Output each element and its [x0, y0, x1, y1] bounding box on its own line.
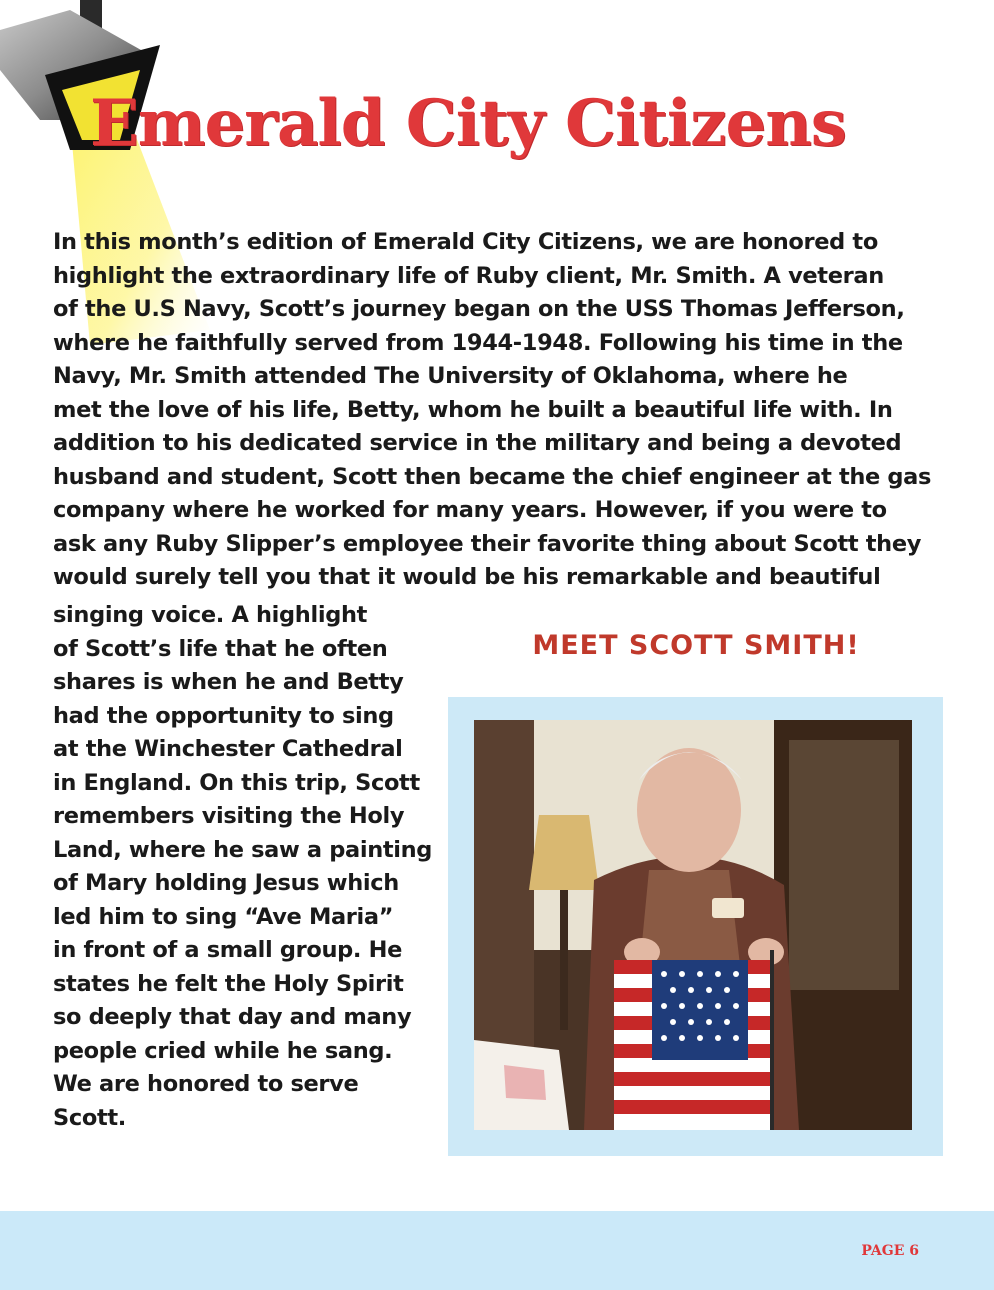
page-title: Emerald City Citizens: [90, 86, 846, 161]
photo-frame: [448, 697, 943, 1156]
footer-bar: [0, 1211, 994, 1290]
article-continuation: singing voice. A highlight of Scott’s life that he often shares is when he and Betty had the opportunity to sing at the Winchester Cathedral in England. On this trip, Scott remembers visiting the Holy Land, where he saw a painting of Mary holding Jesus which led him to sing “Ave Maria” in front of a small group. He states he felt the Holy Spirit so deeply that day and many people cried while he sang. We are honored to serve Scott.: [53, 602, 433, 1131]
flag-graphic: [614, 950, 774, 1130]
photo-of-scott-icon: [474, 720, 912, 1130]
article-intro: In this month’s edition of Emerald City Citizens, we are honored to highlight the extraordinary life of Ruby client, Mr. Smith. A veteran of the U.S Navy, Scott’s journey began on the USS Thomas Jefferson, where he faithfully served from 1944-1948. Following his time in the Navy, Mr. Smith attended The University of Oklahoma, where he met the love of his life, Betty, whom he built a beautiful life with. In addition to his dedicated service in the military and being a devoted husband and student, Scott then became the chief engineer at the gas company where he worked for many years. However, if you were to ask any Ruby Slipper’s employee their favorite thing about Scott they would surely tell you that it would be his remarkable and beautiful: [53, 229, 932, 590]
feature-heading: MEET SCOTT SMITH!: [532, 630, 860, 661]
page-number: PAGE 6: [861, 1243, 919, 1259]
